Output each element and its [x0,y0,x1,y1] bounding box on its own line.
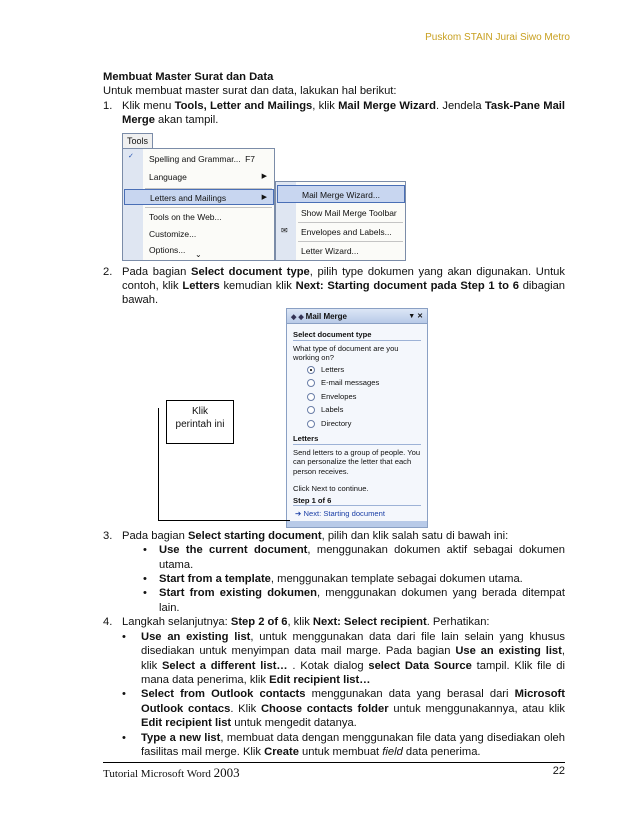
menu-item-label: Mail Merge Wizard... [302,190,380,200]
radio-selected-icon [307,366,315,374]
text: . Klik [230,702,261,715]
text: . Perhatikan: [426,616,490,629]
radio-labels[interactable] [307,405,421,415]
text: . Jendela [435,99,485,112]
callout-box [166,400,234,444]
text: menggunakan data yang berasal dari [305,688,515,701]
bold-text: Use the current document [159,544,308,557]
step-3-bullet [103,543,565,572]
bold-text: Next: Starting document pada Step 1 to 6 [295,280,519,293]
bold-text: Edit recipient list [141,717,232,730]
callout-text: perintah ini [175,419,225,430]
text: untuk menggunakannya, atau klik [388,702,566,715]
footer-text: Tutorial Microsoft Word [103,768,214,780]
radio-directory[interactable] [307,419,421,429]
radio-icon [307,379,315,387]
bold-text: Task-Pane Mail Merge [122,99,566,127]
radio-label: Labels [321,405,344,414]
next-arrow-icon: ➔ [295,509,304,518]
menu-item-label: Language [149,172,187,182]
bold-text: Microsoft Outlook contacs [141,688,565,715]
menu-separator [145,207,272,208]
nav-arrows-icon[interactable]: ◆ ◆ [291,314,306,321]
page-header: Puskom STAIN Jurai Siwo Metro [425,32,570,43]
menu-item-letters-and-mailings[interactable] [124,189,274,205]
radio-email-messages[interactable] [307,378,421,388]
menu-item-label: Envelopes and Labels... [301,227,392,237]
callout-connector [158,520,290,521]
menu-item-label: Options... [149,245,186,255]
taskpane-title: Mail Merge [305,312,347,321]
callout-text: Klik [191,406,209,417]
menu-item-label: Letter Wizard... [301,246,359,256]
bold-text: Select a different list… [161,659,288,672]
text: Klik menu [122,99,175,112]
bold-text: Type a new list [141,731,221,744]
text: tampil. Klik file di mana data penerima, klik [141,659,565,686]
bold-text: Choose contacts folder [260,702,389,715]
bold-text: Mail Merge Wizard [338,99,436,112]
bullet-icon: • [143,544,147,557]
footer-title [103,765,240,781]
bold-text: Tools, Letter and Mailings [174,99,313,112]
menu-item-customize[interactable] [149,226,273,242]
menu-item-spelling[interactable] [149,151,273,167]
step-number: 2. [103,265,113,278]
bullet-icon: • [122,731,126,744]
step-2 [103,265,565,308]
menu-item-show-mail-merge-toolbar[interactable] [301,204,405,222]
mail-merge-taskpane [286,308,428,528]
letters-mailings-submenu [275,181,406,261]
menu-item-mail-merge-wizard[interactable] [277,185,405,203]
tools-menu [122,148,275,261]
text: kemudian klik [219,280,296,293]
text: , menggunakan dokumen yang berada ditempat lain. [159,587,565,614]
menubar-tools[interactable]: Tools [122,133,153,149]
radio-icon [307,393,315,401]
taskpane-title-bar [287,309,427,324]
menu-item-label: Show Mail Merge Toolbar [301,208,397,218]
step-number: 3. [103,529,113,542]
radio-label: Directory [321,418,352,428]
radio-letters[interactable] [307,365,421,375]
step-4 [103,615,565,629]
text: , klik [141,645,565,672]
footer-rule [103,762,565,763]
expand-chevron-icon[interactable]: ⌄ [195,250,202,259]
text: , menggunakan dokumen aktif sebagai dokumen utama. [159,544,565,571]
menu-item-language[interactable] [149,169,273,185]
text: , klik [287,616,313,629]
text: , klik [312,99,339,112]
page-number: 22 [552,765,565,777]
bullet-icon: • [143,587,147,600]
step-4-bullet [103,630,565,688]
menu-item-tools-on-web[interactable] [149,209,273,225]
spelling-icon: ✓ [128,153,134,160]
bullet-icon: • [143,573,147,586]
radio-icon [307,406,315,414]
bold-text: Select document type [191,265,310,278]
submenu-arrow-icon: ▶ [261,173,267,180]
step-3-bullet [103,572,565,586]
taskpane-scroll-footer [287,521,427,527]
shortcut-label: F7 [245,154,255,164]
text: , pilih dan klik salah satu di bawah ini: [321,529,509,542]
step-number: 4. [103,616,113,629]
text: Pada bagian [122,265,192,278]
text: untuk mengedit datanya. [231,717,357,730]
text: , untuk menggunakan data dari file lain selain yang khusus disediakan untuk menyimpan data mail marge. Pada bagian [141,630,566,658]
bullet-icon: • [122,688,126,701]
envelope-icon: ✉ [281,226,288,235]
text: data penerima. [402,745,481,758]
section-intro: Untuk membuat master surat dan data, lakukan hal berikut: [103,85,397,98]
taskpane-heading: Select document type [293,330,421,341]
menu-item-label: Tools on the Web... [149,212,222,222]
menu-item-letter-wizard[interactable] [301,242,405,260]
submenu-arrow-icon: ▶ [261,194,267,201]
bold-text: Use an existing list [141,630,251,643]
menu-item-envelopes-labels[interactable] [301,223,405,241]
taskpane-body [287,324,427,513]
text: , menggunakan template sebagai dokumen utama. [270,573,523,586]
bold-text: Start from a template [159,573,271,586]
bold-text: Next: Select recipient [312,616,427,629]
step-number: 1. [103,99,113,112]
bold-text: Letters [182,280,220,293]
tools-menu-screenshot [122,133,406,261]
bold-text: Select from Outlook contacts [141,688,306,701]
text: , pilih type dokumen yang akan digunakan. Untuk contoh, klik [122,265,565,293]
bold-text: select Data Source [368,659,472,672]
radio-label: Letters [321,364,345,374]
footer-year: 2003 [213,765,240,780]
menu-item-label: Letters and Mailings [150,193,227,203]
callout-connector [158,408,159,520]
taskpane-step: Step 1 of 6 [293,496,421,507]
bold-text: Create [264,745,299,758]
step-4-bullet [103,731,565,760]
bold-text: Edit recipient list… [269,673,371,686]
taskpane-continue-text: Click Next to continue. [293,484,369,493]
radio-label: E-mail messages [321,378,380,387]
bold-text: Use an existing list [455,645,562,658]
menu-item-options[interactable] [149,242,273,258]
link-label: Next: Starting document [303,509,385,518]
bold-text: Step 2 of 6 [230,616,288,629]
menu-item-label: Customize... [149,229,197,239]
text: dibagian bawah. [122,280,566,307]
bold-text: Select starting document [187,529,322,542]
text: , membuat data dengan menggunakan file data yang disediakan oleh fasilitas mail merge. Klik [141,731,565,758]
text: . Kotak dialog [287,659,369,672]
step-4-bullet [103,687,565,730]
radio-label: Envelopes [321,391,357,401]
step-1 [103,99,565,128]
text: akan tampil. [154,114,219,127]
step-3 [103,529,565,543]
taskpane-heading: Letters [293,434,421,445]
bold-text: Start from existing dokumen [159,587,317,600]
next-starting-document-link[interactable] [295,509,385,519]
taskpane-controls-icon[interactable]: ▼ ✕ [408,313,423,320]
text: Pada bagian [122,529,188,542]
section-title: Membuat Master Surat dan Data [103,71,274,83]
bullet-icon: • [122,630,126,643]
step-3-bullet [103,586,565,615]
text: Langkah selanjutnya: [122,616,231,629]
menu-item-label: Spelling and Grammar... [149,154,241,164]
taskpane-description: Send letters to a group of people. You can personalize the letter that each person receives. [293,447,421,476]
radio-envelopes[interactable] [307,392,421,402]
italic-text: field [382,745,403,758]
text: untuk membuat [298,745,383,758]
taskpane-question: What type of document are you working on? [293,343,399,362]
radio-icon [307,420,315,428]
